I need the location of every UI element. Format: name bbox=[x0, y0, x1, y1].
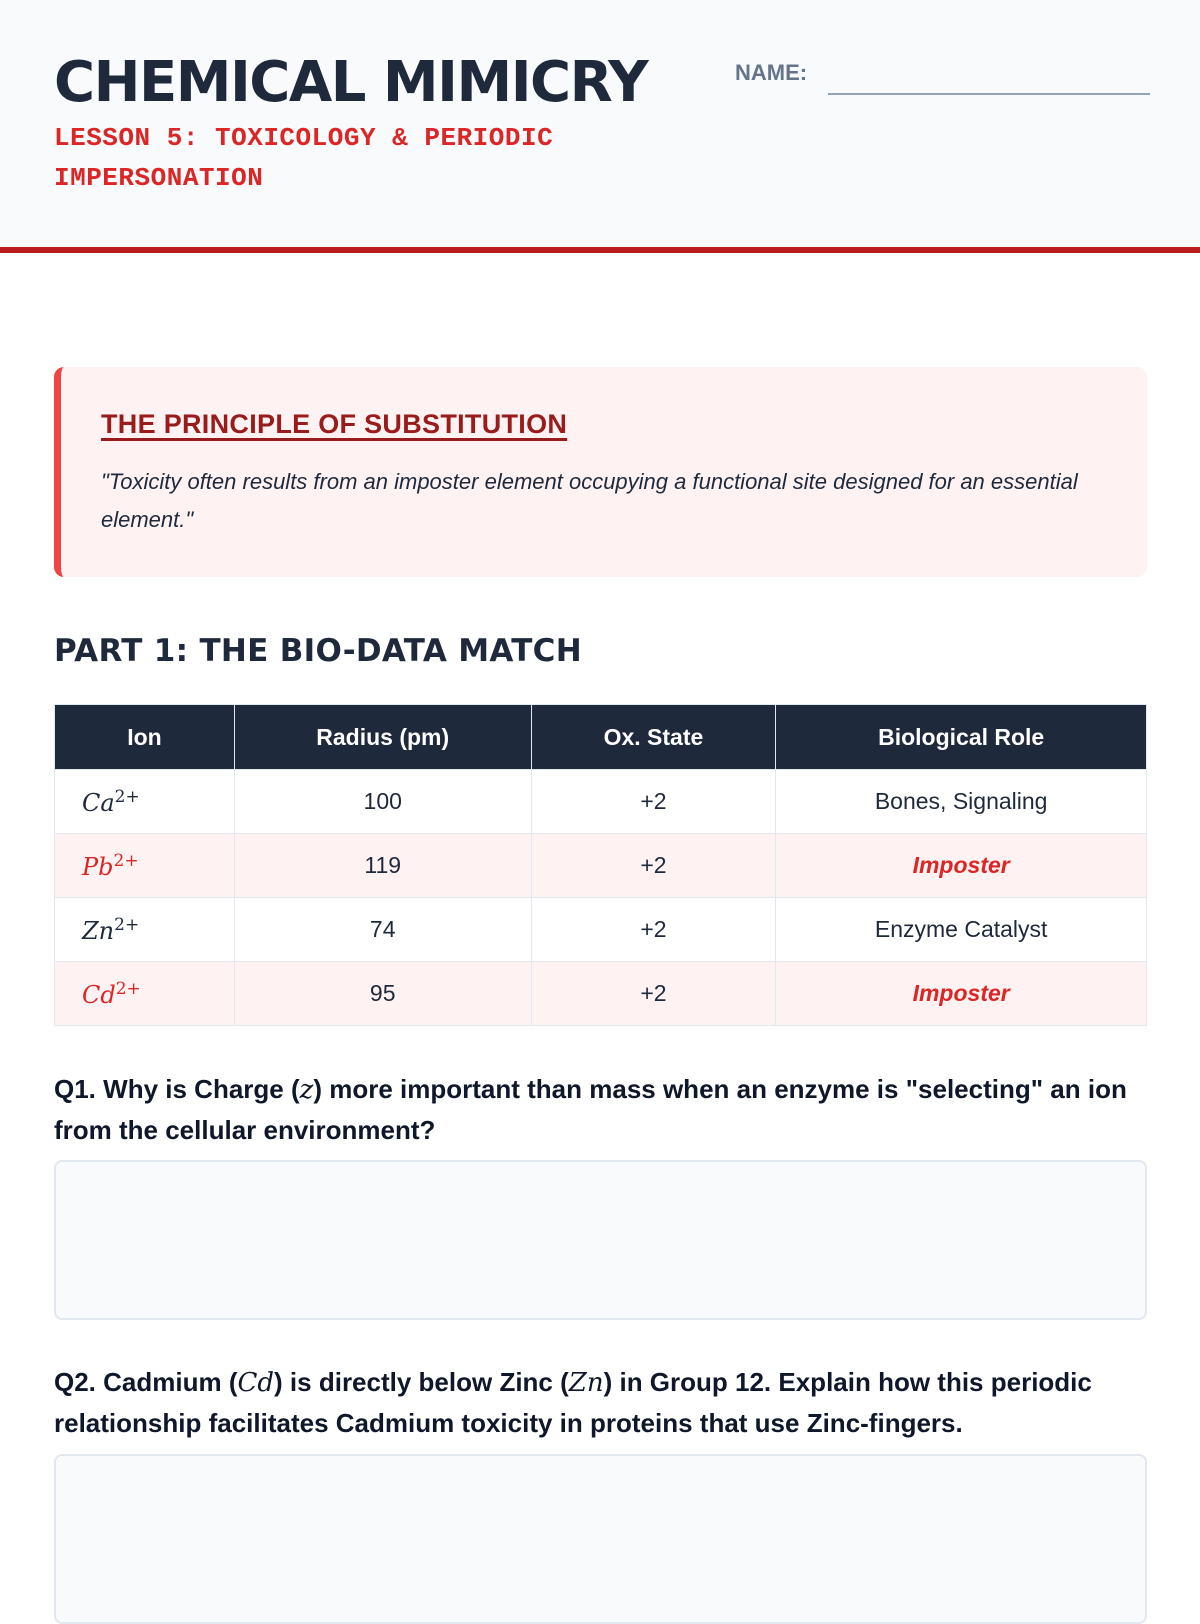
ox-state-cell: +2 bbox=[531, 898, 776, 962]
table-row bbox=[55, 962, 1147, 1026]
question-1 bbox=[54, 1069, 1154, 1150]
table-row bbox=[55, 770, 1147, 834]
part1-heading: PART 1: THE BIO-DATA MATCH bbox=[54, 633, 582, 669]
ox-state-cell: +2 bbox=[531, 834, 776, 898]
question-text: ) in Group 12. Explain how this periodic relationship facilitates Cadmium toxicity in proteins that use Zinc-fingers. bbox=[54, 1367, 1092, 1438]
ion-symbol: Pb bbox=[82, 852, 114, 881]
column-header-ox-state: Ox. State bbox=[531, 705, 776, 770]
question-2 bbox=[54, 1362, 1154, 1443]
ion-charge: 2+ bbox=[115, 978, 141, 999]
answer-box-q1[interactable] bbox=[54, 1160, 1147, 1320]
callout-title: THE PRINCIPLE OF SUBSTITUTION bbox=[101, 409, 568, 439]
question-number: Q1. bbox=[54, 1074, 96, 1104]
ion-symbol: Ca bbox=[82, 788, 115, 817]
table-row bbox=[55, 898, 1147, 962]
radius-cell: 119 bbox=[234, 834, 531, 898]
question-text: Why is Charge ( bbox=[103, 1074, 300, 1104]
question-text: ) is directly below Zinc ( bbox=[274, 1367, 569, 1397]
radius-cell: 74 bbox=[234, 898, 531, 962]
ion-charge: 2+ bbox=[113, 850, 139, 871]
radius-cell: 95 bbox=[234, 962, 531, 1026]
ion-cell bbox=[55, 770, 235, 834]
math-symbol: Cd bbox=[237, 1368, 275, 1398]
ion-cell bbox=[55, 962, 235, 1026]
ion-charge: 2+ bbox=[114, 786, 140, 807]
question-text: Cadmium ( bbox=[103, 1367, 238, 1397]
column-header-radius: Radius (pm) bbox=[234, 705, 531, 770]
ion-cell bbox=[55, 898, 235, 962]
ox-state-cell: +2 bbox=[531, 770, 776, 834]
column-header-ion: Ion bbox=[55, 705, 235, 770]
math-symbol: z bbox=[299, 1075, 314, 1105]
callout-quote: "Toxicity often results from an imposter element occupying a functional site designed for an essential element." bbox=[101, 469, 1078, 532]
role-cell: Enzyme Catalyst bbox=[776, 898, 1147, 962]
column-header-role: Biological Role bbox=[776, 705, 1147, 770]
page-title: CHEMICAL MIMICRY bbox=[54, 50, 648, 115]
ion-symbol: Cd bbox=[82, 980, 116, 1009]
question-number: Q2. bbox=[54, 1367, 96, 1397]
answer-box-q2[interactable] bbox=[54, 1454, 1147, 1624]
ion-cell bbox=[55, 834, 235, 898]
lesson-subtitle: LESSON 5: TOXICOLOGY & PERIODIC IMPERSONATION bbox=[54, 123, 554, 193]
role-cell: Bones, Signaling bbox=[776, 770, 1147, 834]
role-cell: Imposter bbox=[776, 834, 1147, 898]
question-text: ) more important than mass when an enzyme is "selecting" an ion from the cellular environment? bbox=[54, 1074, 1127, 1145]
worksheet-header bbox=[0, 0, 1200, 253]
name-input[interactable] bbox=[828, 65, 1150, 95]
ion-symbol: Zn bbox=[82, 916, 115, 945]
principle-callout bbox=[54, 367, 1147, 577]
math-symbol: Zn bbox=[568, 1368, 604, 1398]
ion-charge: 2+ bbox=[114, 914, 140, 935]
radius-cell: 100 bbox=[234, 770, 531, 834]
bio-data-table bbox=[54, 704, 1147, 1026]
ox-state-cell: +2 bbox=[531, 962, 776, 1026]
table-header-row bbox=[55, 705, 1147, 770]
table-row bbox=[55, 834, 1147, 898]
name-label: NAME: bbox=[735, 60, 808, 85]
role-cell: Imposter bbox=[776, 962, 1147, 1026]
